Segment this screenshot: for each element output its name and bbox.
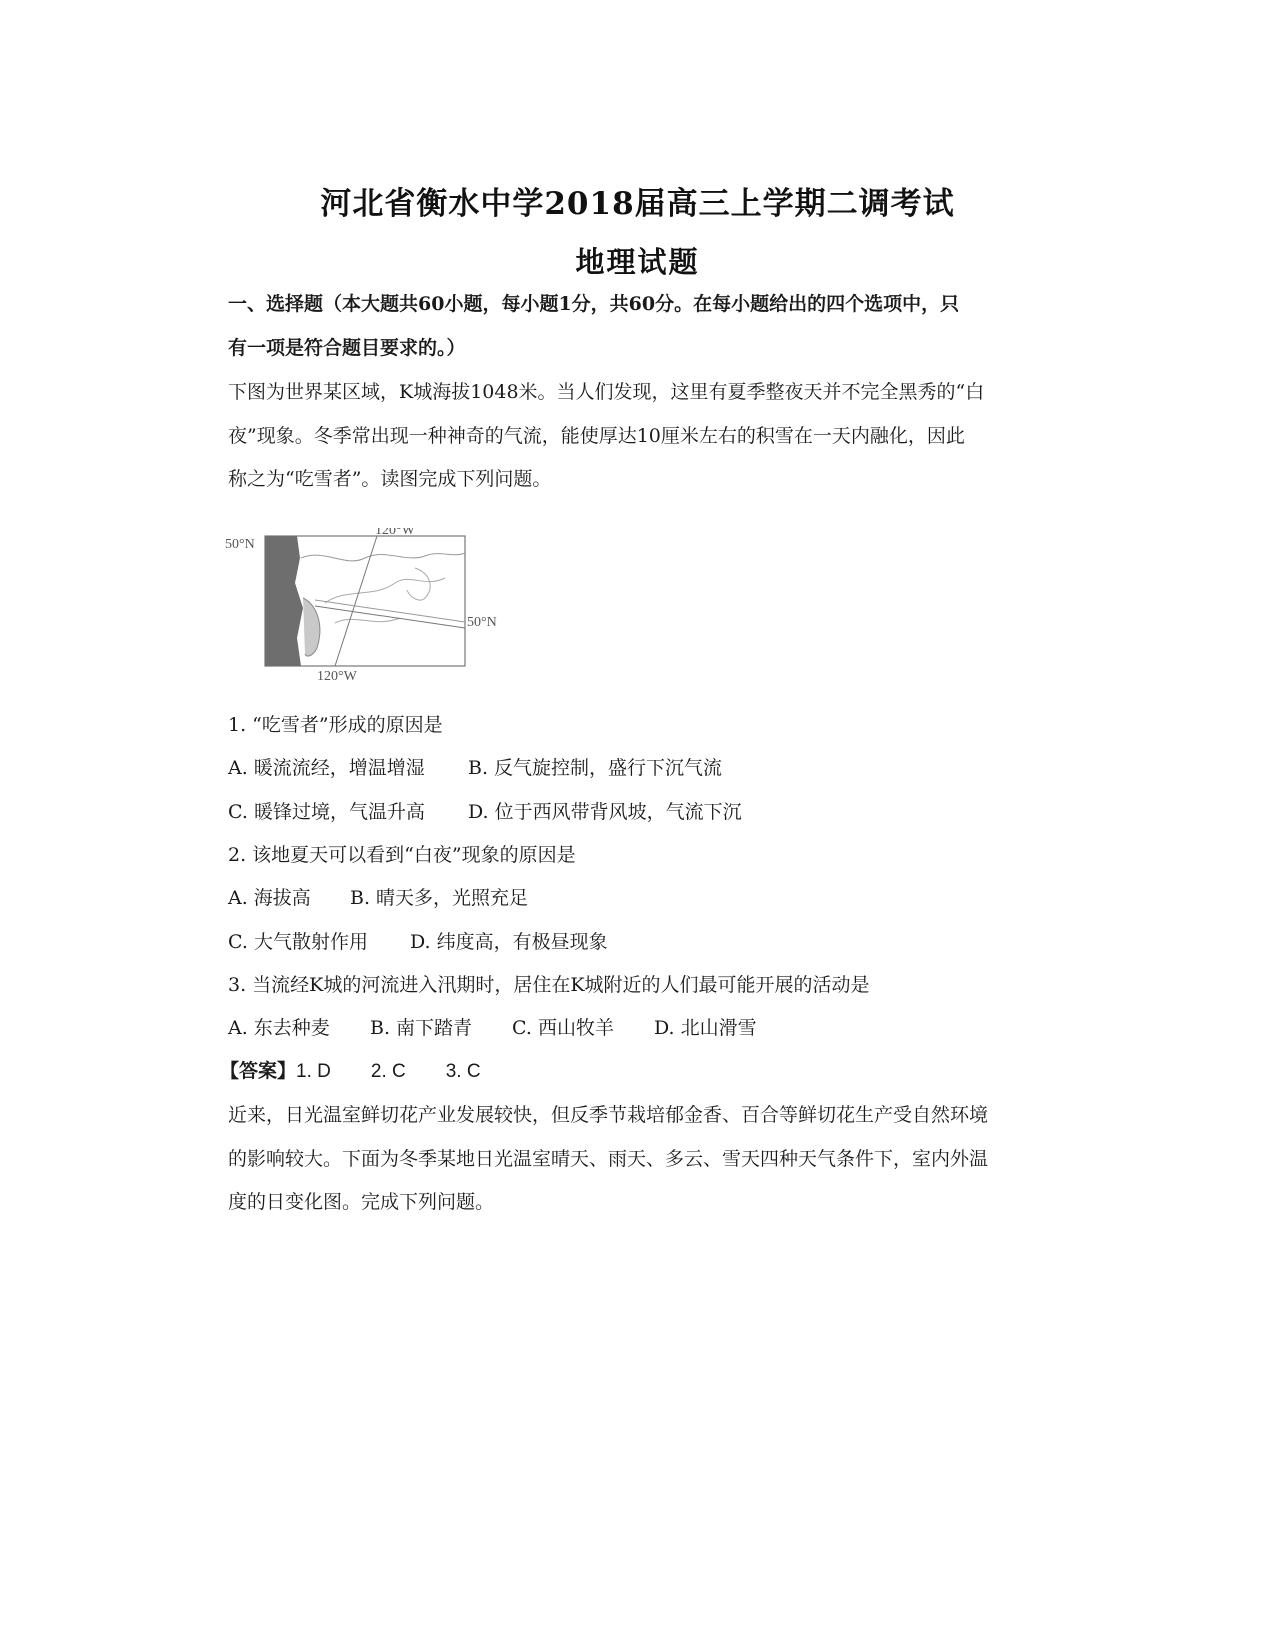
section-heading-line-1: 一、选择题（本大题共60小题，每小题1分，共60分。在每小题给出的四个选项中，只	[228, 293, 960, 315]
passage2-line-1: 近来，日光温室鲜切花产业发展较快，但反季节栽培郁金香、百合等鲜切花生产受自然环境	[228, 1104, 989, 1126]
exam-subtitle: 地理试题	[575, 245, 700, 279]
question-3-option-d: D. 北山滑雪	[654, 1017, 757, 1039]
section-heading-line-2: 有一项是符合题目要求的。）	[228, 337, 466, 359]
question-1-stem: 1. “吃雪者”形成的原因是	[228, 714, 443, 736]
question-1-option-b: B. 反气旋控制，盛行下沉气流	[468, 757, 723, 779]
question-3-stem: 3. 当流经K城的河流进入汛期时，居住在K城附近的人们最可能开展的活动是	[228, 974, 870, 996]
answer-item-2: 2. C	[370, 1061, 406, 1082]
ocean-area	[265, 536, 303, 666]
question-1-option-a: A. 暖流流经，增温增湿	[228, 757, 425, 779]
exam-title: 河北省衡水中学2018届高三上学期二调考试	[320, 186, 955, 222]
region-map-svg	[225, 528, 535, 708]
answer-line	[220, 1058, 481, 1085]
passage2-line-2: 的影响较大。下面为冬季某地日光温室晴天、雨天、多云、雪天四种天气条件下，室内外温	[228, 1148, 989, 1170]
question-2-option-a: A. 海拔高	[228, 887, 311, 909]
question-2-option-d: D. 纬度高，有极昼现象	[410, 931, 608, 953]
question-1-option-d: D. 位于西风带背风坡，气流下沉	[468, 801, 742, 823]
question-2-option-c: C. 大气散射作用	[228, 931, 368, 953]
question-2-option-b: B. 晴天多，光照充足	[350, 887, 529, 909]
passage1-line-1: 下图为世界某区域，K城海拔1048米。当人们发现，这里有夏季整夜天并不完全黑秀的“白	[228, 381, 985, 403]
answer-item-3: 3. C	[445, 1061, 481, 1082]
lat-label-left: 50°N	[225, 537, 255, 552]
lon-label-top: 120°W	[375, 528, 415, 538]
question-1-option-c: C. 暖锋过境，气温升高	[228, 801, 425, 823]
answer-item-1: 1. D	[296, 1061, 331, 1082]
question-3-option-a: A. 东去种麦	[228, 1017, 330, 1039]
question-3-option-b: B. 南下踏青	[370, 1017, 473, 1039]
passage1-line-2: 夜”现象。冬季常出现一种神奇的气流，能使厚达10厘米左右的积雪在一天内融化，因此	[228, 425, 965, 447]
region-map	[225, 528, 535, 708]
passage1-line-3: 称之为“吃雪者”。读图完成下列问题。	[228, 468, 552, 490]
answer-tag: 【答案】	[220, 1060, 297, 1082]
question-3-option-c: C. 西山牧羊	[512, 1017, 614, 1039]
passage2-line-3: 度的日变化图。完成下列问题。	[228, 1191, 495, 1213]
lon-label-bottom: 120°W	[317, 669, 357, 684]
lat-label-right: 50°N	[467, 615, 497, 630]
question-2-stem: 2. 该地夏天可以看到“白夜”现象的原因是	[228, 844, 576, 866]
